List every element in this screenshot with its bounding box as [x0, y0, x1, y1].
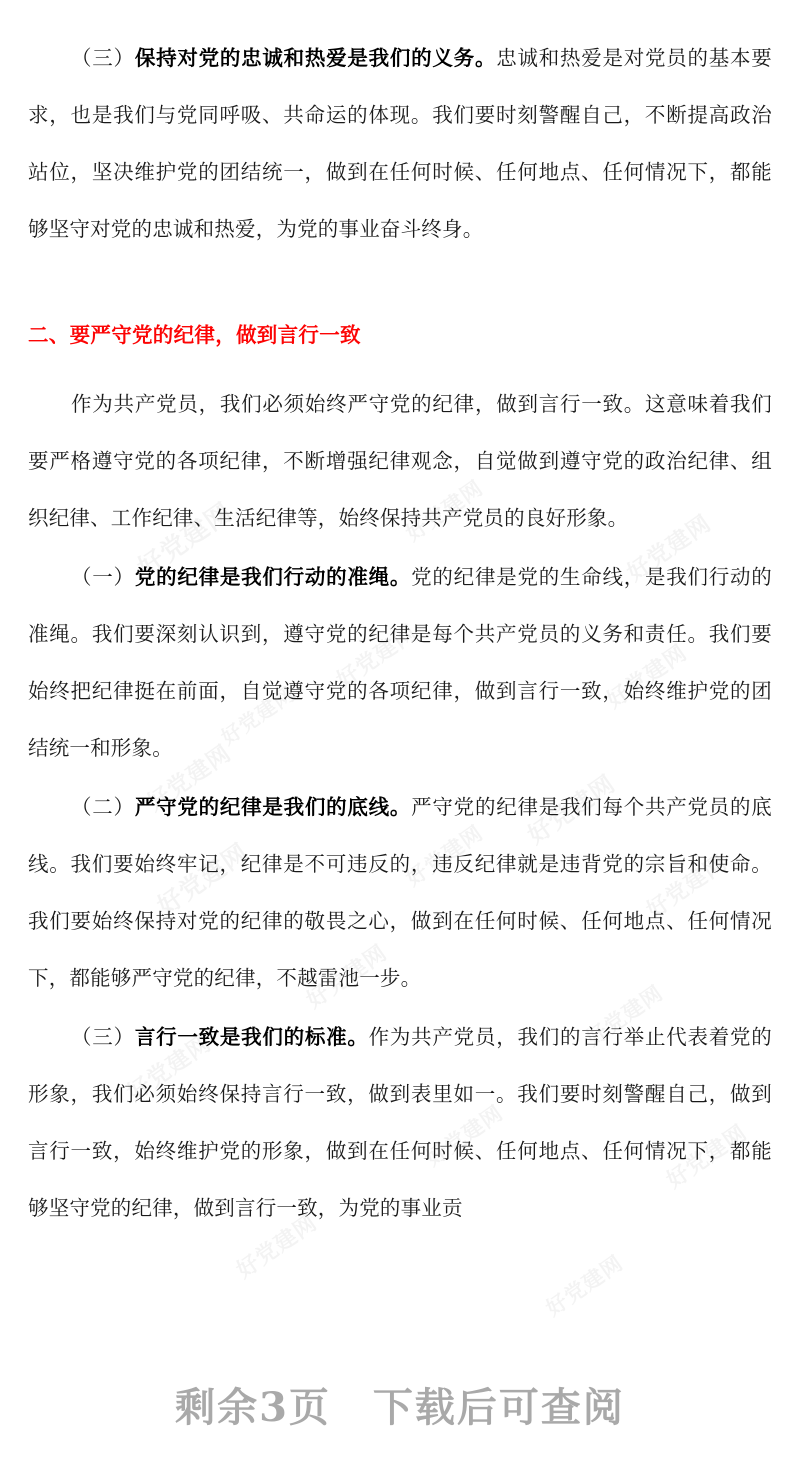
subsection-label-two: （二） [71, 795, 135, 819]
spacer [28, 258, 772, 320]
subsection-label-three: （三） [71, 1025, 135, 1049]
paragraph-label-three: （三） [71, 46, 135, 70]
subsection-bold-lead: 党的纪律是我们行动的准绳。 [134, 565, 412, 589]
subsection-bold-lead: 言行一致是我们的标准。 [134, 1025, 369, 1049]
watermark-text [539, 1247, 628, 1322]
subsection-two [28, 779, 772, 1007]
subsection-body: 严守党的纪律是我们每个共产党员的底线。我们要始终牢记，纪律是不可违反的，违反纪律就是违背党的宗旨和使命。我们要始终保持对党的纪律的敬畏之心，做到在任何时候、任何地点、任何情况下，都能够严守党的纪律，不越雷池一步。 [28, 795, 772, 990]
paragraph-bold-lead: 保持对党的忠诚和热爱是我们的义务。 [134, 46, 497, 70]
subsection-body: 党的纪律是党的生命线，是我们行动的准绳。我们要深刻认识到，遵守党的纪律是每个共产党员的义务和责任。我们要始终把纪律挺在前面，自觉遵守党的各项纪律，做到言行一致，始终维护党的团结统一和形象。 [28, 565, 772, 760]
page-footer [0, 1376, 800, 1433]
paragraph-three-continuation [28, 30, 772, 258]
subsection-one [28, 549, 772, 777]
subsection-body: 作为共产党员，我们的言行举止代表着党的形象，我们必须始终保持言行一致，做到表里如一。我们要时刻警醒自己，做到言行一致，始终维护党的形象，做到在任何时候、任何地点、任何情况下，都能够坚守党的纪律，做到言行一致，为党的事业贡 [28, 1025, 772, 1220]
subsection-three [28, 1009, 772, 1237]
remaining-pages-notice: 剩余3页 下载后可查阅 [175, 1384, 625, 1431]
subsection-label-one: （一） [71, 565, 135, 589]
section-two-body-paragraph: 作为共产党员，我们必须始终严守党的纪律，做到言行一致。这意味着我们要严格遵守党的各项纪律，不断增强纪律观念，自觉做到遵守党的政治纪律、组织纪律、工作纪律、生活纪律等，始终保持共产党员的良好形象。 [28, 392, 772, 530]
section-heading-two: 二、要严守党的纪律，做到言行一致 [28, 323, 361, 347]
subsection-bold-lead: 严守党的纪律是我们的底线。 [134, 795, 412, 819]
paragraph-body: 忠诚和热爱是对党员的基本要求，也是我们与党同呼吸、共命运的体现。我们要时刻警醒自己，不断提高政治站位，坚决维护党的团结统一，做到在任何时候、任何地点、任何情况下，都能够坚守对党的忠诚和热爱，为党的事业奋斗终身。 [28, 46, 772, 241]
spacer [28, 350, 772, 376]
